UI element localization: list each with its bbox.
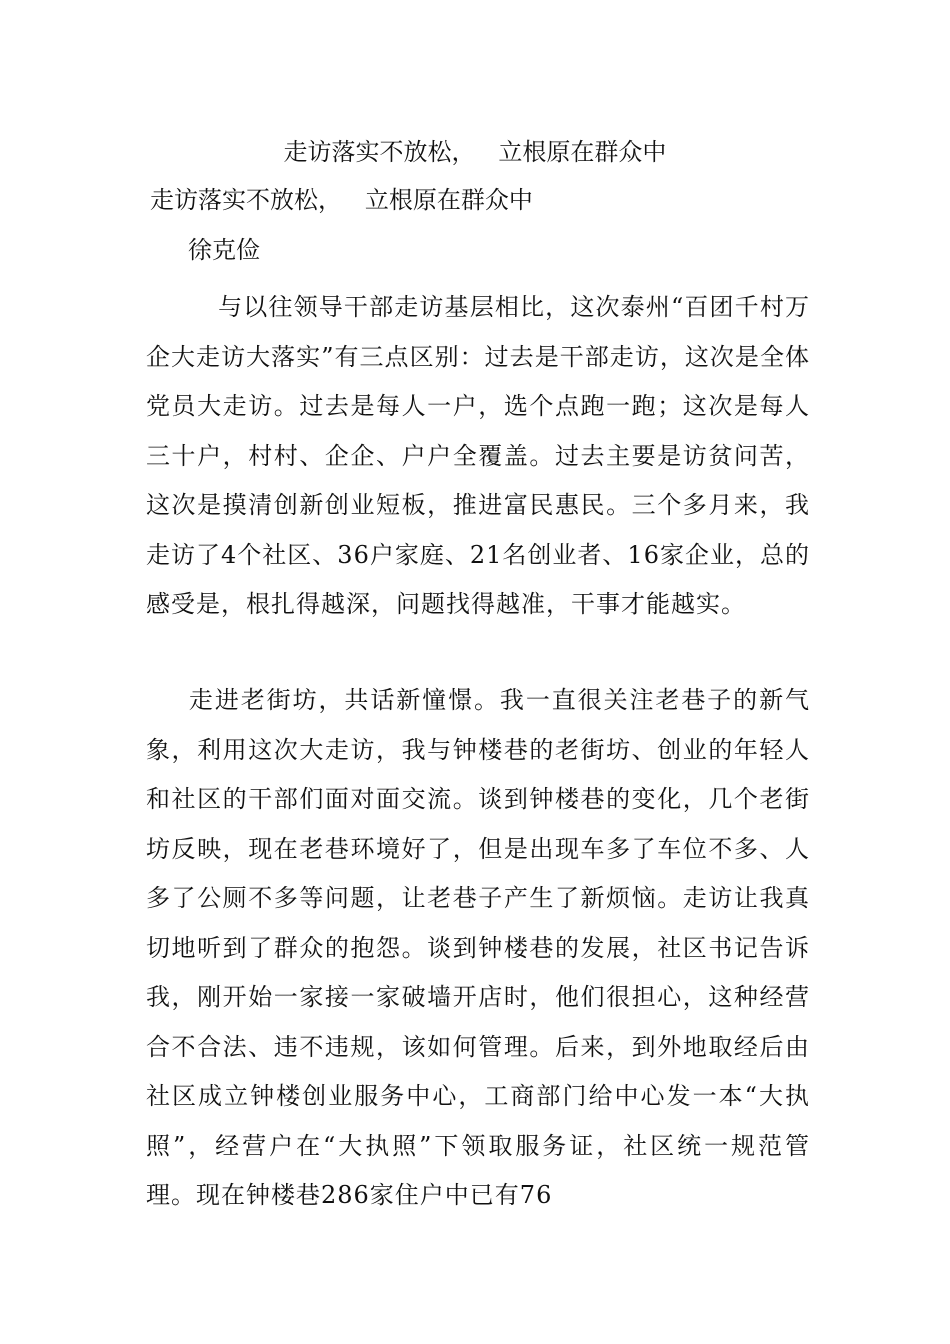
document-title: 走访落实不放松， 立根原在群众中 — [283, 138, 667, 166]
author-name: 徐克俭 — [188, 236, 260, 264]
paragraph-2 — [146, 676, 810, 1221]
paragraph-1 — [146, 283, 810, 630]
paragraph-2-text: 走进老街坊，共话新憧憬。我一直很关注老巷子的新气象，利用这次大走访，我与钟楼巷的老街坊、创业的年轻人和社区的干部们面对面交流。谈到钟楼巷的变化，几个老街坊反映，现在老巷环境好了，但是出现车多了车位不多、人多了公厕不多等问题，让老巷子产生了新烦恼。走访让我真切地听到了群众的抱怨。谈到钟楼巷的发展，社区书记告诉我，刚开始一家接一家破墙开店时，他们很担心，这种经营合不合法、违不违规，该如何管理。后来，到外地取经后由社区成立钟楼创业服务中心，工商部门给中心发一本“大执照”，经营户在“大执照”下领取服务证，社区统一规范管理。现在钟楼巷286家住户中已有76 — [146, 686, 810, 1209]
document-title-repeat: 走访落实不放松， 立根原在群众中 — [150, 186, 533, 214]
paragraph-1-text: 与以往领导干部走访基层相比，这次泰州“百团千村万企大走访大落实”有三点区别：过去是干部走访，这次是全体党员大走访。过去是每人一户，选个点跑一跑；这次是每人三十户，村村、企企、户户全覆盖。过去主要是访贫问苦，这次是摸清创新创业短板，推进富民惠民。三个多月来，我走访了4个社区、36户家庭、21名创业者、16家企业，总的感受是，根扎得越深，问题找得越准，干事才能越实。 — [146, 293, 810, 618]
